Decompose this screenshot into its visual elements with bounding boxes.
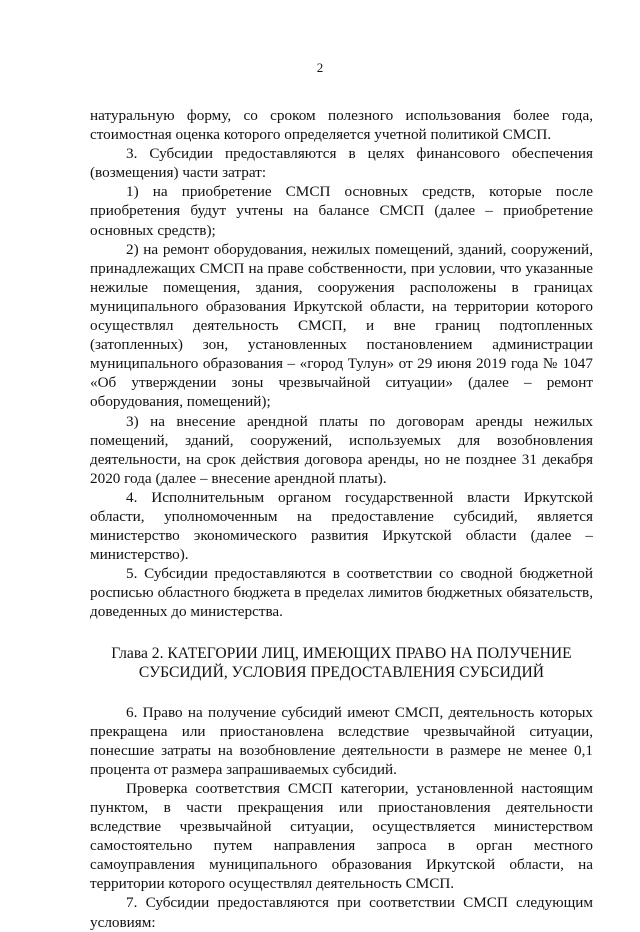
paragraph-subitem-2: 2) на ремонт оборудования, нежилых помещений, зданий, сооружений, принадлежащих СМСП на праве собственности, при условии, что указанные нежилые помещения, здания, сооружения расположены в границах муниципального образования Иркутской области, на территории которого осуществлял деятельность СМСП, и вне границ подтопленных (затопленных) зон, установленных постановлением администрации муниципального образования – «город Тулун» от 29 июня 2019 года № 1047 «Об утверждении зоны чрезвычайной ситуации» (далее – ремонт оборудования, помещений);: [90, 240, 593, 411]
paragraph-item-5: 5. Субсидии предоставляются в соответствии со сводной бюджетной росписью областного бюджета в пределах лимитов бюджетных обязательств, доведенных до министерства.: [90, 565, 593, 621]
paragraph-item-3: 3. Субсидии предоставляются в целях финансового обеспечения (возмещения) части затрат:: [90, 145, 593, 182]
document-body: [90, 106, 593, 932]
paragraph-item-7: 7. Субсидии предоставляются при соответствии СМСП следующим условиям:: [90, 894, 593, 931]
page-number: 2: [316, 60, 324, 75]
chapter-heading-line-1: Глава 2. КАТЕГОРИИ ЛИЦ, ИМЕЮЩИХ ПРАВО НА ПОЛУЧЕНИЕ: [111, 644, 572, 662]
chapter-heading: [90, 644, 593, 683]
paragraph-item-4: 4. Исполнительным органом государственной власти Иркутской области, уполномоченным на предоставление субсидий, является министерство экономического развития Иркутской области (далее – министерство).: [90, 488, 593, 564]
paragraph-verification: Проверка соответствия СМСП категории, установленной настоящим пунктом, в части прекращения или приостановления деятельности вследствие чрезвычайной ситуации, осуществляется министерством самостоятельно путем направления запроса в орган местного самоуправления муниципального образования Иркутской области, на территории которого осуществлял деятельность СМСП.: [90, 779, 593, 893]
paragraph-subitem-3: 3) на внесение арендной платы по договорам аренды нежилых помещений, зданий, сооружений, используемых для возобновления деятельности, на срок действия договора аренды, но не позднее 31 декабря 2020 года (далее – внесение арендной платы).: [90, 412, 593, 487]
chapter-heading-line-2: СУБСИДИЙ, УСЛОВИЯ ПРЕДОСТАВЛЕНИЯ СУБСИДИЙ: [138, 664, 545, 682]
paragraph-item-6: 6. Право на получение субсидий имеют СМСП, деятельность которых прекращена или приостановлена вследствие чрезвычайной ситуации, понесшие затраты на возобновление деятельности в размере не менее 0,1 процента от размера запрашиваемых субсидий.: [90, 703, 593, 778]
paragraph-continuation: натуральную форму, со сроком полезного использования более года, стоимостная оценка которого определяется учетной политикой СМСП.: [90, 107, 593, 144]
paragraph-subitem-1: 1) на приобретение СМСП основных средств, которые после приобретения будут учтены на балансе СМСП (далее – приобретение основных средств);: [90, 183, 593, 239]
